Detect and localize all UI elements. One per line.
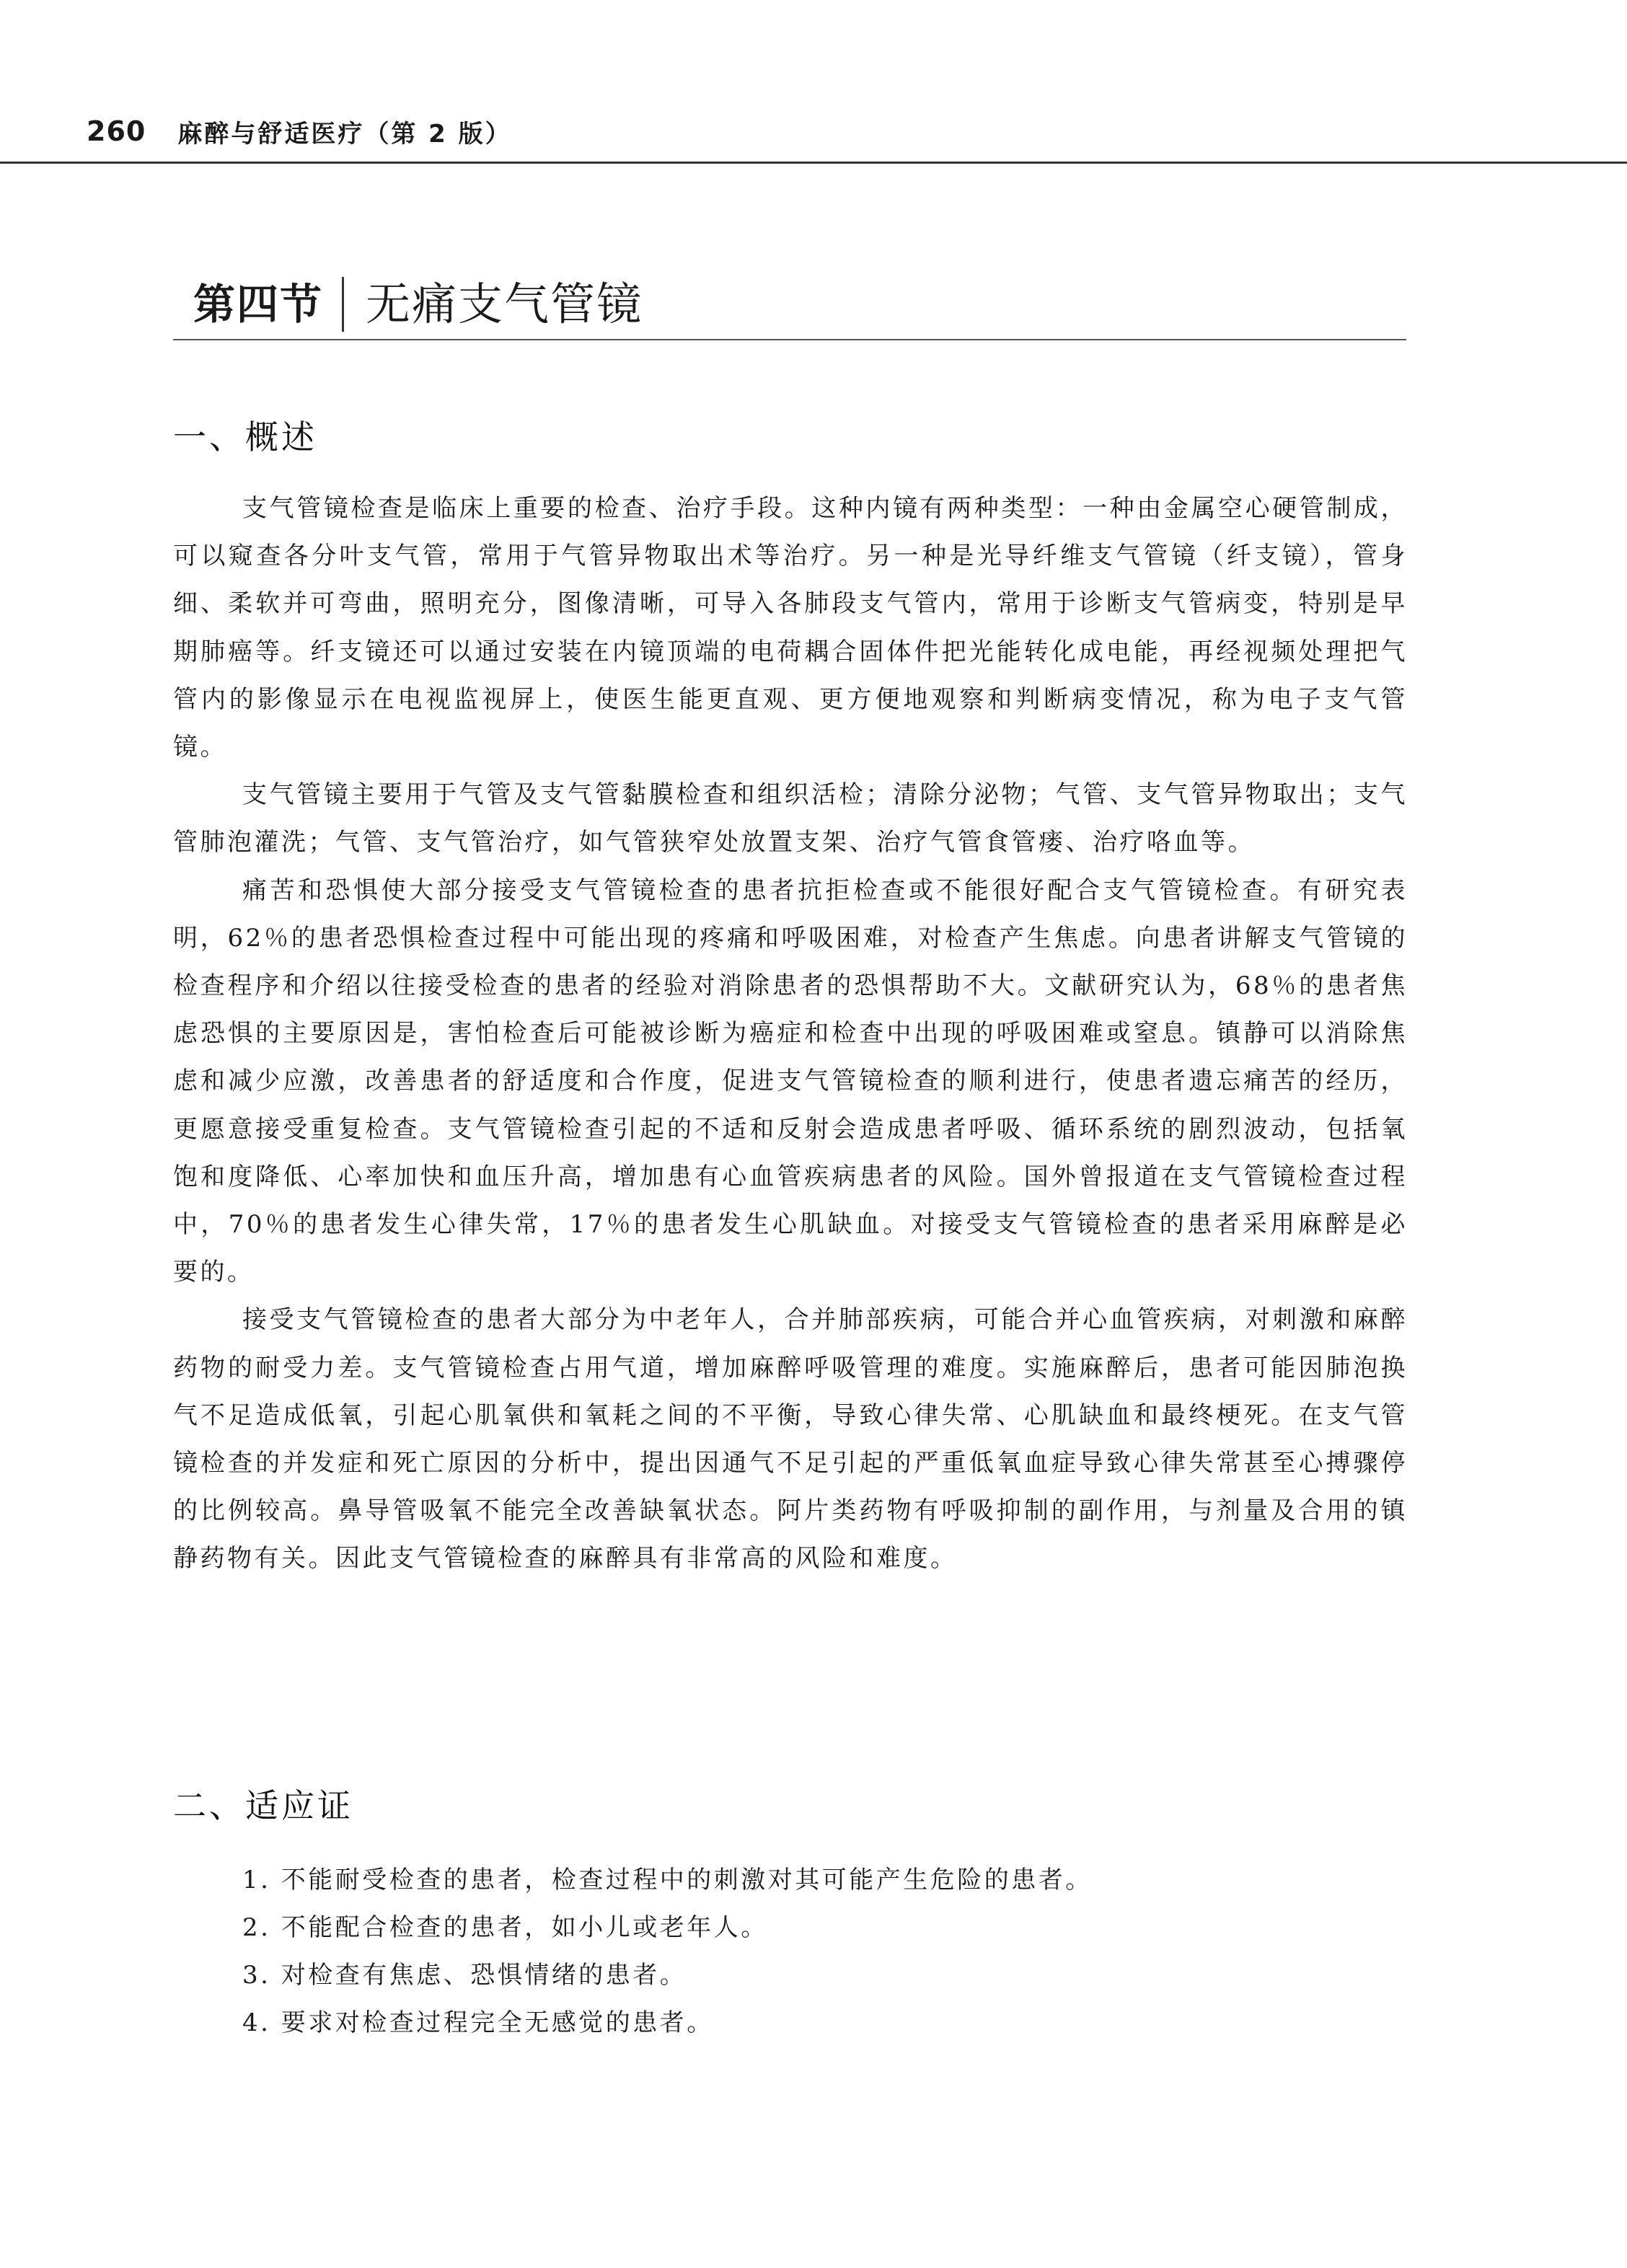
section-heading [173,274,1406,340]
list-item: 2. 不能配合检查的患者，如小儿或老年人。 [242,1913,768,1942]
page-number: 260 [87,115,146,147]
indications-list [242,1856,1408,2047]
paragraph: 痛苦和恐惧使大部分接受支气管镜检查的患者抗拒检查或不能很好配合支气管镜检查。有研究表明，62％的患者恐惧检查过程中可能出现的疼痛和呼吸困难，对检查产生焦虑。向患者讲解支气管镜的检查程序和介绍以往接受检查的患者的经验对消除患者的恐惧帮助不大。文献研究认为，68％的患者焦虑恐惧的主要原因是，害怕检查后可能被诊断为癌症和检查中出现的呼吸困难或窒息。镇静可以消除焦虑和减少应激，改善患者的舒适度和合作度，促进支气管镜检查的顺利进行，使患者遗忘痛苦的经历，更愿意接受重复检查。支气管镜检查引起的不适和反射会造成患者呼吸、循环系统的剧烈波动，包括氧饱和度降低、心率加快和血压升高，增加患有心血管疾病患者的风险。国外曾报道在支气管镜检查过程中，70％的患者发生心律失常，17％的患者发生心肌缺血。对接受支气管镜检查的患者采用麻醉是必要的。 [173,875,1408,1287]
list-item: 4. 要求对检查过程完全无感觉的患者。 [242,2008,714,2037]
list-item: 1. 不能耐受检查的患者，检查过程中的刺激对其可能产生危险的患者。 [242,1866,1093,1894]
indications-heading: 二、适应证 [173,1786,353,1825]
paragraph: 支气管镜检查是临床上重要的检查、治疗手段。这种内镜有两种类型：一种由金属空心硬管制成，可以窥查各分叶支气管，常用于气管异物取出术等治疗。另一种是光导纤维支气管镜（纤支镜），管身细、柔软并可弯曲，照明充分，图像清晰，可导入各肺段支气管内，常用于诊断支气管病变，特别是早期肺癌等。纤支镜还可以通过安装在内镜顶端的电荷耦合固体件把光能转化成电能，再经视频处理把气管内的影像显示在电视监视屏上，使医生能更直观、更方便地观察和判断病变情况，称为电子支气管镜。 [173,494,1408,762]
overview-heading: 一、概述 [173,418,317,456]
overview-body [173,485,1408,1583]
paragraph: 支气管镜主要用于气管及支气管黏膜检查和组织活检；清除分泌物；气管、支气管异物取出；支气管肺泡灌洗；气管、支气管治疗，如气管狭窄处放置支架、治疗气管食管瘘、治疗咯血等。 [173,780,1408,857]
section-number: 第四节 [173,277,344,332]
paragraph: 接受支气管镜检查的患者大部分为中老年人，合并肺部疾病，可能合并心血管疾病，对刺激和麻醉药物的耐受力差。支气管镜检查占用气道，增加麻醉呼吸管理的难度。实施麻醉后，患者可能因肺泡换气不足造成低氧，引起心肌氧供和氧耗之间的不平衡，导致心律失常、心肌缺血和最终梗死。在支气管镜检查的并发症和死亡原因的分析中，提出因通气不足引起的严重低氧血症导致心律失常甚至心搏骤停的比例较高。鼻导管吸氧不能完全改善缺氧状态。阿片类药物有呼吸抑制的副作用，与剂量及合用的镇静药物有关。因此支气管镜检查的麻醉具有非常高的风险和难度。 [173,1305,1408,1574]
running-head [87,110,512,153]
list-item: 3. 对检查有焦虑、恐惧情绪的患者。 [242,1961,687,1990]
header-rule [0,162,1627,164]
section-title: 无痛支气管镜 [366,278,643,330]
book-title: 麻醉与舒适医疗（第 2 版） [177,119,512,149]
